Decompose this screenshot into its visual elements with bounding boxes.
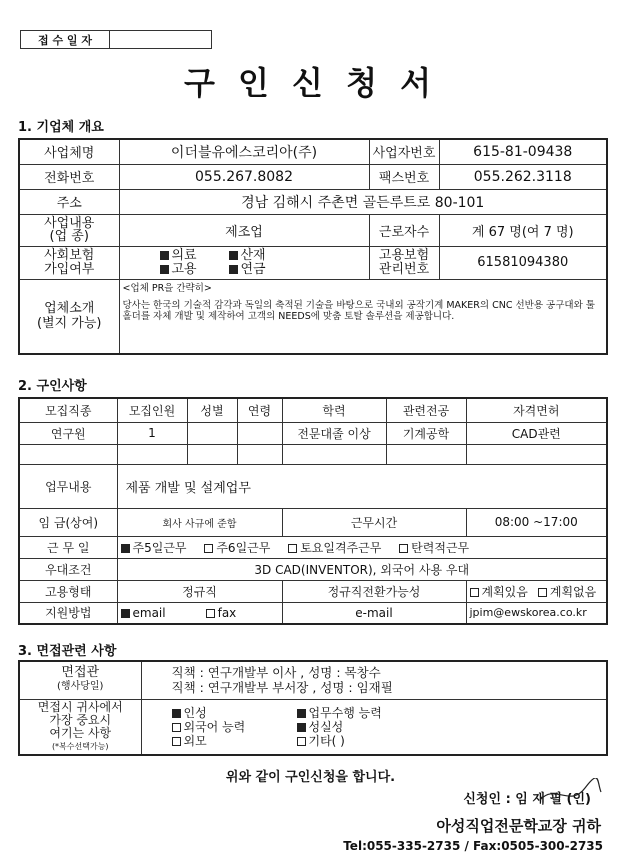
row-cell[interactable]: 1 — [117, 422, 187, 444]
intro-text: 당사는 한국의 기술적 감각과 독일의 축적된 기술을 바탕으로 국내외 공작기계 MAKER의 CNC 선반용 공구대와 툴 홀더를 자체 개발 및 제작하여 고객의 NEEDS에 맞춤 토탈 솔루션을 제공합니다. — [122, 299, 595, 322]
checkbox-icon[interactable] — [160, 265, 169, 274]
recruit-table — [18, 397, 608, 625]
emptype-value[interactable]: 정규직 — [117, 580, 282, 602]
interview-table — [18, 660, 608, 756]
checkbox-icon[interactable] — [172, 737, 181, 746]
email-label: e-mail — [282, 602, 466, 624]
checkbox-icon[interactable] — [297, 737, 306, 746]
crit-label — [19, 699, 141, 755]
checkbox-icon[interactable] — [470, 588, 479, 597]
ins-label-2: 가입여부 — [44, 261, 95, 277]
crit-option: 기타( ) — [308, 733, 345, 748]
company-label: 사업체명 — [19, 139, 119, 164]
statement: 위와 같이 구인신청을 합니다. — [225, 770, 396, 785]
row-cell[interactable] — [237, 422, 282, 444]
col-header: 성별 — [187, 398, 237, 422]
biz-label — [19, 214, 119, 246]
crit-option: 인성 — [183, 705, 207, 720]
days-label: 근 무 일 — [19, 536, 117, 558]
row-cell[interactable] — [466, 444, 607, 464]
row-cell[interactable] — [19, 444, 117, 464]
biz-label-2: (업 종) — [49, 229, 89, 244]
crit-option: 업무수행 능력 — [308, 705, 382, 720]
ins-option: 산재 — [240, 247, 266, 263]
conv-option: 계획없음 — [549, 584, 597, 599]
col-header: 모집인원 — [117, 398, 187, 422]
col-header: 자격면허 — [466, 398, 607, 422]
emp-ins-label-2: 관리번호 — [378, 261, 430, 277]
col-header: 관련전공 — [386, 398, 466, 422]
checkbox-icon[interactable] — [172, 709, 181, 718]
company-table — [18, 138, 608, 355]
page-title: 구 인 신 청 서 — [183, 64, 438, 102]
addr-value[interactable]: 경남 김해시 주촌면 골든루트로 80-101 — [119, 189, 607, 214]
col-header: 모집직종 — [19, 398, 117, 422]
bizno-value[interactable]: 615-81-09438 — [439, 139, 607, 164]
duty-label: 업무내용 — [19, 464, 117, 508]
row-cell[interactable] — [187, 444, 237, 464]
intro-label — [19, 279, 119, 354]
checkbox-icon[interactable] — [399, 544, 408, 553]
section-1-heading: 1. 기업체 개요 — [18, 120, 104, 135]
conv-options — [466, 580, 607, 602]
int-label — [19, 661, 141, 699]
checkbox-icon[interactable] — [204, 544, 213, 553]
checkbox-icon[interactable] — [160, 251, 169, 260]
fax-value[interactable]: 055.262.3118 — [439, 164, 607, 189]
signature-mark — [535, 778, 605, 810]
ins-option: 고용 — [171, 261, 197, 277]
hours-label: 근무시간 — [282, 508, 466, 536]
row-cell[interactable]: 기계공학 — [386, 422, 466, 444]
row-cell[interactable] — [282, 444, 386, 464]
receipt-label: 접 수 일 자 — [21, 31, 110, 49]
addr-label: 주소 — [19, 189, 119, 214]
receipt-box — [20, 30, 212, 49]
contact: Tel:055-335-2735 / Fax:0505-300-2735 — [343, 839, 603, 853]
checkbox-icon[interactable] — [206, 609, 215, 618]
col-header: 학력 — [282, 398, 386, 422]
email-value[interactable]: jpim@ewskorea.co.kr — [466, 602, 607, 624]
intro-label-1: 업체소개 — [44, 301, 95, 317]
int-label-1: 면접관 — [61, 665, 100, 681]
row-cell[interactable] — [117, 444, 187, 464]
days-option: 토요일격주근무 — [300, 540, 382, 555]
section-2-heading: 2. 구인사항 — [18, 379, 87, 394]
checkbox-icon[interactable] — [297, 709, 306, 718]
row-cell[interactable]: 연구원 — [19, 422, 117, 444]
checkbox-icon[interactable] — [229, 251, 238, 260]
row-cell[interactable] — [386, 444, 466, 464]
apply-option: fax — [217, 605, 237, 620]
emptype-label: 고용형태 — [19, 580, 117, 602]
days-option: 주5일근무 — [132, 540, 187, 555]
biz-value[interactable]: 제조업 — [119, 214, 369, 246]
emp-ins-label — [369, 246, 439, 279]
ins-options — [119, 246, 369, 279]
row-cell[interactable] — [187, 422, 237, 444]
int-line: 직책 : 연구개발부 부서장 , 성명 : 임재필 — [171, 680, 393, 696]
col-header: 연령 — [237, 398, 282, 422]
checkbox-icon[interactable] — [297, 723, 306, 732]
apply-option: email — [132, 605, 166, 620]
tel-label: 전화번호 — [19, 164, 119, 189]
int-line: 직책 : 연구개발부 이사 , 성명 : 목창수 — [171, 665, 381, 681]
company-name[interactable]: 이더블유에스코리아(주) — [119, 139, 369, 164]
checkbox-icon[interactable] — [172, 723, 181, 732]
receipt-value[interactable] — [110, 31, 212, 49]
checkbox-icon[interactable] — [288, 544, 297, 553]
ins-option: 연금 — [240, 261, 266, 277]
checkbox-icon[interactable] — [121, 544, 130, 553]
recipient: 아성직업전문학교장 귀하 — [436, 817, 601, 835]
intro-cell[interactable] — [119, 279, 607, 354]
apply-options — [117, 602, 282, 624]
days-option: 탄력적근무 — [411, 540, 470, 555]
workers-label: 근로자수 — [369, 214, 439, 246]
days-options — [117, 536, 607, 558]
duty-value[interactable]: 제품 개발 및 설계업무 — [117, 464, 607, 508]
crit-label-1: 면접시 귀사에서 — [37, 699, 123, 714]
ins-option: 의료 — [171, 247, 197, 263]
crit-option: 외모 — [183, 733, 207, 748]
hours-value[interactable]: 08:00 ~17:00 — [466, 508, 607, 536]
biz-label-1: 사업내용 — [44, 216, 95, 231]
conv-option: 계획있음 — [481, 584, 528, 599]
days-option: 주6일근무 — [216, 540, 271, 555]
ins-label-1: 사회보험 — [44, 247, 95, 263]
workers-value[interactable]: 계 67 명(여 7 명) — [439, 214, 607, 246]
crit-label-3: 여기는 사항 — [49, 725, 112, 740]
emp-ins-label-1: 고용보험 — [378, 247, 430, 263]
ins-label — [19, 246, 119, 279]
row-cell[interactable]: CAD관련 — [466, 422, 607, 444]
perks-label: 우대조건 — [19, 558, 117, 580]
checkbox-icon[interactable] — [538, 588, 547, 597]
crit-option: 성실성 — [308, 719, 344, 734]
wage-label: 임 금(상여) — [19, 508, 117, 536]
crit-option: 외국어 능력 — [183, 719, 246, 734]
bizno-label: 사업자번호 — [369, 139, 439, 164]
applicant: 신청인 : 임 재 필 (인) — [463, 792, 591, 807]
int-label-2: (행사당일) — [57, 681, 104, 693]
apply-label: 지원방법 — [19, 602, 117, 624]
int-value[interactable] — [141, 661, 607, 699]
emp-ins-value[interactable]: 61581094380 — [439, 246, 607, 279]
row-cell[interactable] — [237, 444, 282, 464]
fax-label: 팩스번호 — [369, 164, 439, 189]
intro-hint: <업체 PR을 간략히> — [122, 282, 212, 294]
wage-value[interactable]: 회사 사규에 준함 — [117, 508, 282, 536]
crit-label-2: 가장 중요시 — [49, 712, 112, 727]
crit-options — [141, 699, 607, 755]
row-cell[interactable]: 전문대졸 이상 — [282, 422, 386, 444]
crit-label-4: (*복수선택가능) — [51, 741, 109, 751]
intro-label-2: (별지 가능) — [36, 316, 102, 332]
conv-label: 정규직전환가능성 — [282, 580, 466, 602]
tel-value[interactable]: 055.267.8082 — [119, 164, 369, 189]
perks-value[interactable]: 3D CAD(INVENTOR), 외국어 사용 우대 — [117, 558, 607, 580]
section-3-heading: 3. 면접관련 사항 — [18, 644, 117, 659]
checkbox-icon[interactable] — [229, 265, 238, 274]
checkbox-icon[interactable] — [121, 609, 130, 618]
